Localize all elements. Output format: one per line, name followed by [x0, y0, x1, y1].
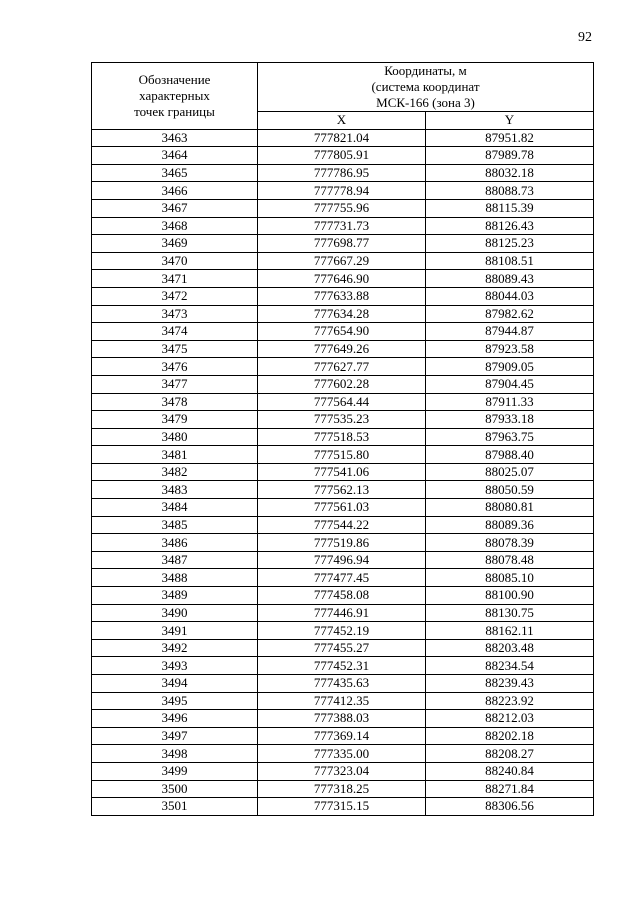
x-coordinate-cell: 777634.28 — [258, 305, 426, 323]
point-cell: 3500 — [92, 780, 258, 798]
y-coordinate-cell: 87988.40 — [426, 446, 594, 464]
x-coordinate-cell: 777602.28 — [258, 375, 426, 393]
x-coordinate-cell: 777452.31 — [258, 657, 426, 675]
y-coordinate-cell: 88223.92 — [426, 692, 594, 710]
point-cell: 3468 — [92, 217, 258, 235]
x-coordinate-cell: 777564.44 — [258, 393, 426, 411]
x-coordinate-cell: 777435.63 — [258, 675, 426, 693]
table-row — [92, 323, 594, 341]
table-row — [92, 727, 594, 745]
table-row — [92, 675, 594, 693]
x-coordinate-cell: 777496.94 — [258, 551, 426, 569]
y-coordinate-cell: 88130.75 — [426, 604, 594, 622]
point-cell: 3487 — [92, 551, 258, 569]
y-coordinate-cell: 87989.78 — [426, 147, 594, 165]
point-cell: 3494 — [92, 675, 258, 693]
table-row — [92, 692, 594, 710]
y-coordinate-cell: 87933.18 — [426, 411, 594, 429]
x-coordinate-cell: 777649.26 — [258, 340, 426, 358]
x-coordinate-cell: 777518.53 — [258, 428, 426, 446]
table-row — [92, 182, 594, 200]
x-coordinate-cell: 777541.06 — [258, 463, 426, 481]
point-cell: 3501 — [92, 798, 258, 816]
point-cell: 3497 — [92, 727, 258, 745]
x-coordinate-cell: 777561.03 — [258, 499, 426, 517]
y-coordinate-cell: 88108.51 — [426, 252, 594, 270]
y-coordinate-cell: 88240.84 — [426, 762, 594, 780]
point-cell: 3469 — [92, 235, 258, 253]
coords-header-line: МСК-166 (зона 3) — [376, 95, 475, 110]
y-coordinate-cell: 88044.03 — [426, 287, 594, 305]
y-coordinate-cell: 88202.18 — [426, 727, 594, 745]
table-row — [92, 287, 594, 305]
point-cell: 3476 — [92, 358, 258, 376]
x-coordinate-cell: 777315.15 — [258, 798, 426, 816]
table-row — [92, 745, 594, 763]
y-coordinate-cell: 88203.48 — [426, 639, 594, 657]
y-coordinate-cell: 87911.33 — [426, 393, 594, 411]
y-coordinate-cell: 88088.73 — [426, 182, 594, 200]
x-coordinate-cell: 777562.13 — [258, 481, 426, 499]
point-header-line: Обозначение — [138, 71, 211, 87]
point-cell: 3484 — [92, 499, 258, 517]
point-cell: 3488 — [92, 569, 258, 587]
table-row — [92, 710, 594, 728]
point-cell: 3492 — [92, 639, 258, 657]
point-cell: 3485 — [92, 516, 258, 534]
point-cell: 3481 — [92, 446, 258, 464]
y-coordinate-cell: 88234.54 — [426, 657, 594, 675]
point-cell: 3471 — [92, 270, 258, 288]
x-coordinate-cell: 777455.27 — [258, 639, 426, 657]
y-coordinate-cell: 88271.84 — [426, 780, 594, 798]
point-cell: 3483 — [92, 481, 258, 499]
point-cell: 3489 — [92, 587, 258, 605]
table-row — [92, 428, 594, 446]
x-coordinate-cell: 777535.23 — [258, 411, 426, 429]
point-cell: 3490 — [92, 604, 258, 622]
table-row — [92, 199, 594, 217]
y-coordinate-cell: 88125.23 — [426, 235, 594, 253]
y-coordinate-cell: 87951.82 — [426, 129, 594, 147]
y-coordinate-cell: 88085.10 — [426, 569, 594, 587]
table-row — [92, 129, 594, 147]
point-cell: 3478 — [92, 393, 258, 411]
coords-header-line: Координаты, м — [384, 63, 467, 78]
y-coordinate-cell: 88078.39 — [426, 534, 594, 552]
point-cell: 3499 — [92, 762, 258, 780]
table-row — [92, 534, 594, 552]
x-coordinate-cell: 777544.22 — [258, 516, 426, 534]
table-row — [92, 463, 594, 481]
point-cell: 3491 — [92, 622, 258, 640]
x-coordinate-cell: 777458.08 — [258, 587, 426, 605]
y-coordinate-cell: 88306.56 — [426, 798, 594, 816]
table-row — [92, 622, 594, 640]
point-cell: 3473 — [92, 305, 258, 323]
point-cell: 3496 — [92, 710, 258, 728]
point-cell: 3465 — [92, 164, 258, 182]
y-coordinate-cell: 88050.59 — [426, 481, 594, 499]
point-cell: 3472 — [92, 287, 258, 305]
point-column-header — [92, 63, 258, 130]
coords-header-line: (система координат — [371, 79, 480, 94]
table-row — [92, 411, 594, 429]
y-coordinate-cell: 88239.43 — [426, 675, 594, 693]
table-row — [92, 340, 594, 358]
point-header-line: характерных — [139, 87, 210, 103]
x-coordinate-cell: 777654.90 — [258, 323, 426, 341]
y-coordinate-cell: 88162.11 — [426, 622, 594, 640]
point-cell: 3480 — [92, 428, 258, 446]
x-coordinate-cell: 777627.77 — [258, 358, 426, 376]
table-row — [92, 798, 594, 816]
table-header — [92, 63, 594, 130]
table-row — [92, 499, 594, 517]
table-row — [92, 358, 594, 376]
y-coordinate-cell: 88025.07 — [426, 463, 594, 481]
table-row — [92, 393, 594, 411]
point-cell: 3482 — [92, 463, 258, 481]
y-coordinate-cell: 87982.62 — [426, 305, 594, 323]
table-row — [92, 587, 594, 605]
table-row — [92, 164, 594, 182]
point-cell: 3498 — [92, 745, 258, 763]
x-coordinate-cell: 777667.29 — [258, 252, 426, 270]
x-coordinate-cell: 777335.00 — [258, 745, 426, 763]
x-coordinate-cell: 777369.14 — [258, 727, 426, 745]
point-cell: 3477 — [92, 375, 258, 393]
point-cell: 3486 — [92, 534, 258, 552]
x-coordinate-cell: 777515.80 — [258, 446, 426, 464]
point-cell: 3493 — [92, 657, 258, 675]
x-coordinate-cell: 777412.35 — [258, 692, 426, 710]
table-row — [92, 604, 594, 622]
x-coordinate-cell: 777821.04 — [258, 129, 426, 147]
table-row — [92, 305, 594, 323]
table-row — [92, 762, 594, 780]
table-row — [92, 551, 594, 569]
y-coordinate-cell: 87904.45 — [426, 375, 594, 393]
x-coordinate-cell: 777786.95 — [258, 164, 426, 182]
y-coordinate-cell: 88100.90 — [426, 587, 594, 605]
table-row — [92, 657, 594, 675]
x-coordinate-cell: 777519.86 — [258, 534, 426, 552]
x-coordinate-cell: 777755.96 — [258, 199, 426, 217]
table-row — [92, 217, 594, 235]
y-coordinate-cell: 87909.05 — [426, 358, 594, 376]
y-coordinate-cell: 88208.27 — [426, 745, 594, 763]
x-coordinate-cell: 777646.90 — [258, 270, 426, 288]
point-cell: 3466 — [92, 182, 258, 200]
x-coordinate-cell: 777446.91 — [258, 604, 426, 622]
y-coordinate-cell: 88212.03 — [426, 710, 594, 728]
table-row — [92, 252, 594, 270]
x-coordinate-cell: 777633.88 — [258, 287, 426, 305]
x-column-header: X — [258, 112, 426, 130]
x-coordinate-cell: 777698.77 — [258, 235, 426, 253]
point-cell: 3467 — [92, 199, 258, 217]
x-coordinate-cell: 777323.04 — [258, 762, 426, 780]
table-row — [92, 375, 594, 393]
x-coordinate-cell: 777388.03 — [258, 710, 426, 728]
x-coordinate-cell: 777452.19 — [258, 622, 426, 640]
table-row — [92, 569, 594, 587]
y-coordinate-cell: 87923.58 — [426, 340, 594, 358]
y-coordinate-cell: 87963.75 — [426, 428, 594, 446]
table-row — [92, 235, 594, 253]
table-row — [92, 780, 594, 798]
point-cell: 3475 — [92, 340, 258, 358]
y-coordinate-cell: 87944.87 — [426, 323, 594, 341]
x-coordinate-cell: 777805.91 — [258, 147, 426, 165]
y-coordinate-cell: 88089.36 — [426, 516, 594, 534]
y-coordinate-cell: 88080.81 — [426, 499, 594, 517]
point-cell: 3474 — [92, 323, 258, 341]
table-body — [92, 129, 594, 815]
y-coordinate-cell: 88115.39 — [426, 199, 594, 217]
table-row — [92, 516, 594, 534]
table-row — [92, 481, 594, 499]
point-cell: 3463 — [92, 129, 258, 147]
page-number: 92 — [578, 30, 592, 45]
coordinates-table — [91, 62, 594, 816]
table-row — [92, 147, 594, 165]
point-header-line: точек границы — [134, 103, 215, 119]
y-coordinate-cell: 88078.48 — [426, 551, 594, 569]
point-cell: 3479 — [92, 411, 258, 429]
table-row — [92, 270, 594, 288]
y-coordinate-cell: 88032.18 — [426, 164, 594, 182]
table-row — [92, 639, 594, 657]
point-cell: 3464 — [92, 147, 258, 165]
x-coordinate-cell: 777318.25 — [258, 780, 426, 798]
coordinates-column-header — [258, 63, 594, 112]
table-row — [92, 446, 594, 464]
y-column-header: Y — [426, 112, 594, 130]
point-cell: 3495 — [92, 692, 258, 710]
y-coordinate-cell: 88089.43 — [426, 270, 594, 288]
x-coordinate-cell: 777731.73 — [258, 217, 426, 235]
x-coordinate-cell: 777477.45 — [258, 569, 426, 587]
point-cell: 3470 — [92, 252, 258, 270]
y-coordinate-cell: 88126.43 — [426, 217, 594, 235]
x-coordinate-cell: 777778.94 — [258, 182, 426, 200]
